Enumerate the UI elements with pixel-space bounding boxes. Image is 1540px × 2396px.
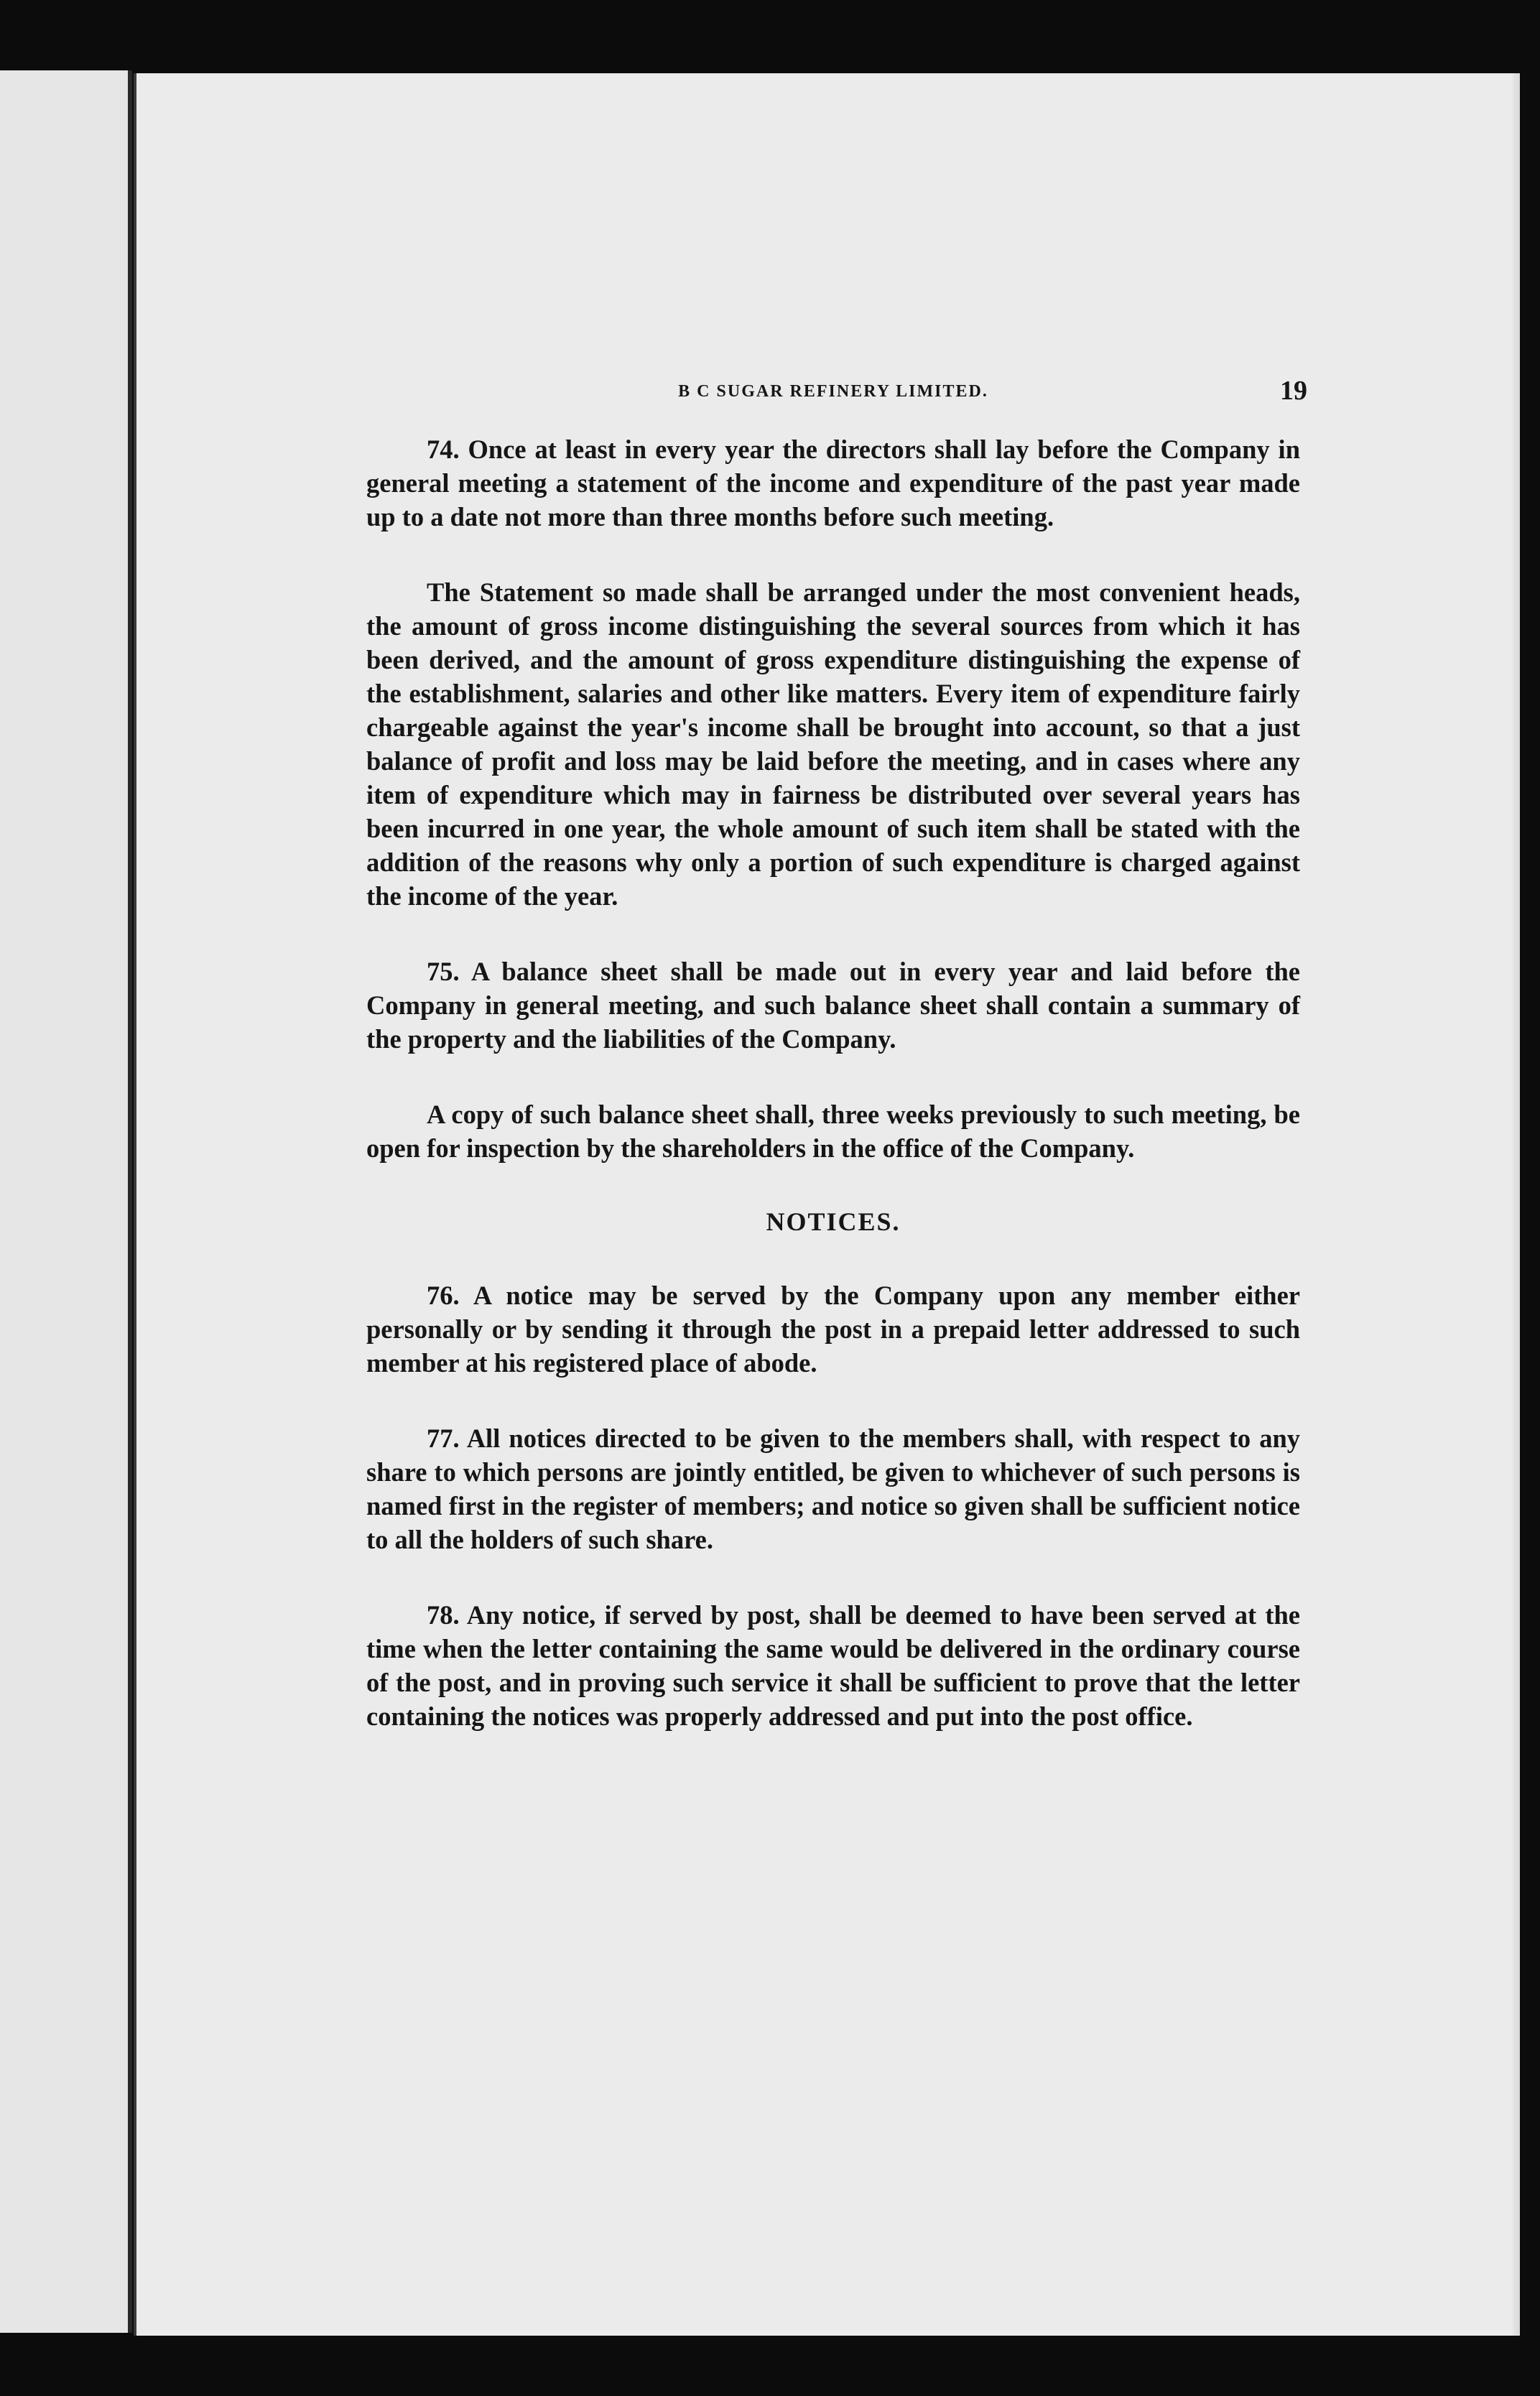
section-heading-notices: NOTICES. [766,1207,901,1236]
running-title: B C SUGAR REFINERY LIMITED. [678,382,988,401]
paragraph-78: 78. Any notice, if served by post, shall be deemed to have been served at the time when the letter containing the same would be delivered in the ordinary course of the post, and in proving such service it shall be sufficient to prove that the letter containing the notices was properly addressed and put into the post office. [366,1600,1300,1731]
page-number: 19 [1280,376,1307,406]
running-head [366,375,1307,432]
facing-page-edge [0,70,132,2333]
document-page [134,73,1520,2336]
text-block [366,375,1307,1775]
paragraph-74: 74. Once at least in every year the directors shall lay before the Company in general meeting a statement of the income and expenditure of the past year made up to a date not more than three months before such meeting. [366,435,1300,531]
paragraph-76: 76. A notice may be served by the Company upon any member either personally or by sending it through the post in a prepaid letter addressed to such member at his registered place of abode. [366,1281,1300,1378]
paragraph-77: 77. All notices directed to be given to the members shall, with respect to any share to which persons are jointly entitled, be given to whichever of such persons is named first in the register of members; and notice so given shall be sufficient notice to all the holders of such share. [366,1424,1300,1554]
paragraph-statement: The Statement so made shall be arranged under the most convenient heads, the amount of gross income distinguishing the several sources from which it has been derived, and the amount of gross expenditure distinguishing the expense of the establishment, salaries and other like matters. Every item of expenditure fairly chargeable against the year's income shall be brought into account, so that a just balance of profit and loss may be laid before the meeting, and in cases where any item of expenditure which may in fairness be distributed over several years has been incurred in one year, the whole amount of such item shall be stated with the addition of the reasons why only a portion of such expenditure is charged against the income of the year. [366,577,1300,911]
paragraph-balance-copy: A copy of such balance sheet shall, three weeks previously to such meeting, be open for inspection by the shareholders in the office of the Company. [366,1100,1300,1163]
paragraph-75: 75. A balance sheet shall be made out in every year and laid before the Company in general meeting, and such balance sheet shall contain a summary of the property and the liabilities of the Company. [366,957,1300,1054]
